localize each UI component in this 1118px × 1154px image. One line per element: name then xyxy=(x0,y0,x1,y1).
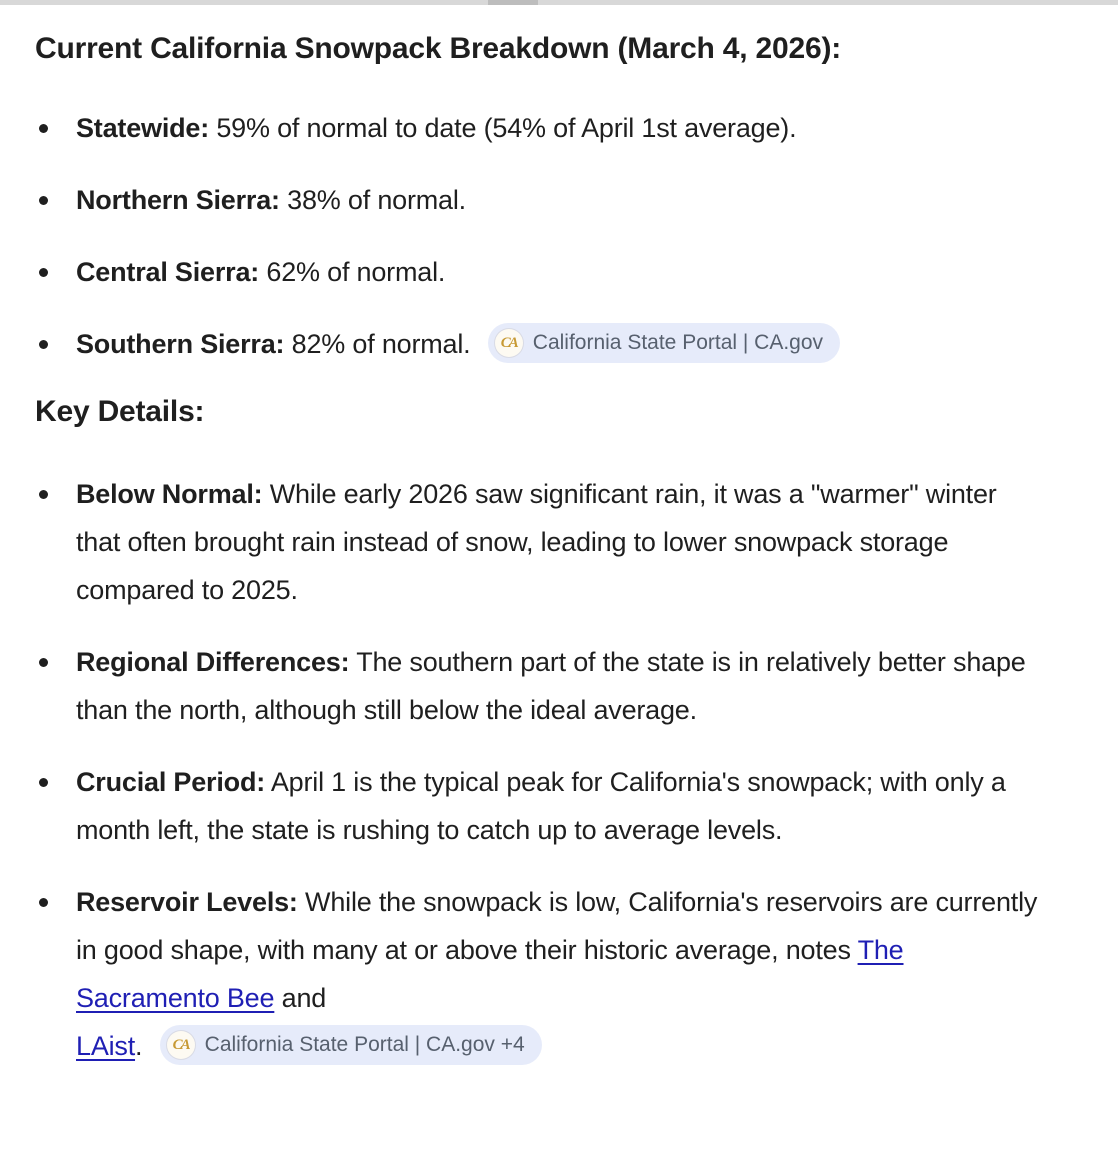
citation-chip-label: California State Portal | CA.gov +4 xyxy=(204,1032,525,1056)
bullet-text: 59% of normal to date (54% of April 1st average). xyxy=(216,113,797,143)
chat-response xyxy=(0,5,1118,1070)
bullet-label: Southern Sierra: xyxy=(76,329,285,359)
list-item-northern-sierra xyxy=(35,176,1040,224)
key-details-list xyxy=(35,470,1040,1070)
citation-chip-ca-gov-plus4[interactable] xyxy=(160,1025,542,1065)
list-item-crucial-period xyxy=(35,758,1040,854)
list-item-regional-differences xyxy=(35,638,1040,734)
bullet-label: Below Normal: xyxy=(76,479,263,509)
list-item-below-normal xyxy=(35,470,1040,614)
laist-link[interactable]: LAist xyxy=(76,1031,136,1061)
bullet-label: Northern Sierra: xyxy=(76,185,280,215)
bullet-label: Crucial Period: xyxy=(76,767,266,797)
ca-gov-logo-icon: CA xyxy=(167,1031,195,1059)
snowpack-summary-list xyxy=(35,104,1040,368)
list-item-central-sierra xyxy=(35,248,1040,296)
bullet-text: The southern part of the state is in relatively better shape than the north, although still below the ideal average. xyxy=(76,647,1026,725)
bullet-text: 62% of normal. xyxy=(266,257,446,287)
bullet-label: Regional Differences: xyxy=(76,647,350,677)
page-title: Current California Snowpack Breakdown (March 4, 2026): xyxy=(35,32,842,65)
bullet-label: Central Sierra: xyxy=(76,257,260,287)
bullet-text: and xyxy=(274,983,327,1013)
citation-chip-label: California State Portal | CA.gov xyxy=(532,330,824,354)
sacramento-bee-link[interactable]: The Sacramento Bee xyxy=(76,935,904,1013)
key-details-heading: Key Details: xyxy=(35,395,205,428)
citation-chip-ca-gov[interactable] xyxy=(488,323,840,363)
bullet-text: While the snowpack is low, California's reservoirs are currently in good shape, with many at or above their historic average, notes xyxy=(76,887,1038,965)
bullet-text: While early 2026 saw significant rain, it was a "warmer" winter that often brought rain instead of snow, leading to lower snowpack storage compared to 2025. xyxy=(76,479,997,605)
bullet-text: 38% of normal. xyxy=(287,185,466,215)
top-divider-scroll-thumb xyxy=(488,0,538,5)
bullet-label: Statewide: xyxy=(76,113,210,143)
top-divider xyxy=(0,0,1118,5)
list-item-reservoir-levels xyxy=(35,878,1040,1070)
bullet-text: 82% of normal. xyxy=(291,329,471,359)
bullet-text: . xyxy=(135,1031,143,1061)
list-item-statewide xyxy=(35,104,1040,152)
bullet-label: Reservoir Levels: xyxy=(76,887,298,917)
bullet-text: April 1 is the typical peak for California's snowpack; with only a month left, the state is rushing to catch up to average levels. xyxy=(76,767,1006,845)
list-item-southern-sierra xyxy=(35,320,1040,368)
ca-gov-logo-icon: CA xyxy=(495,329,523,357)
